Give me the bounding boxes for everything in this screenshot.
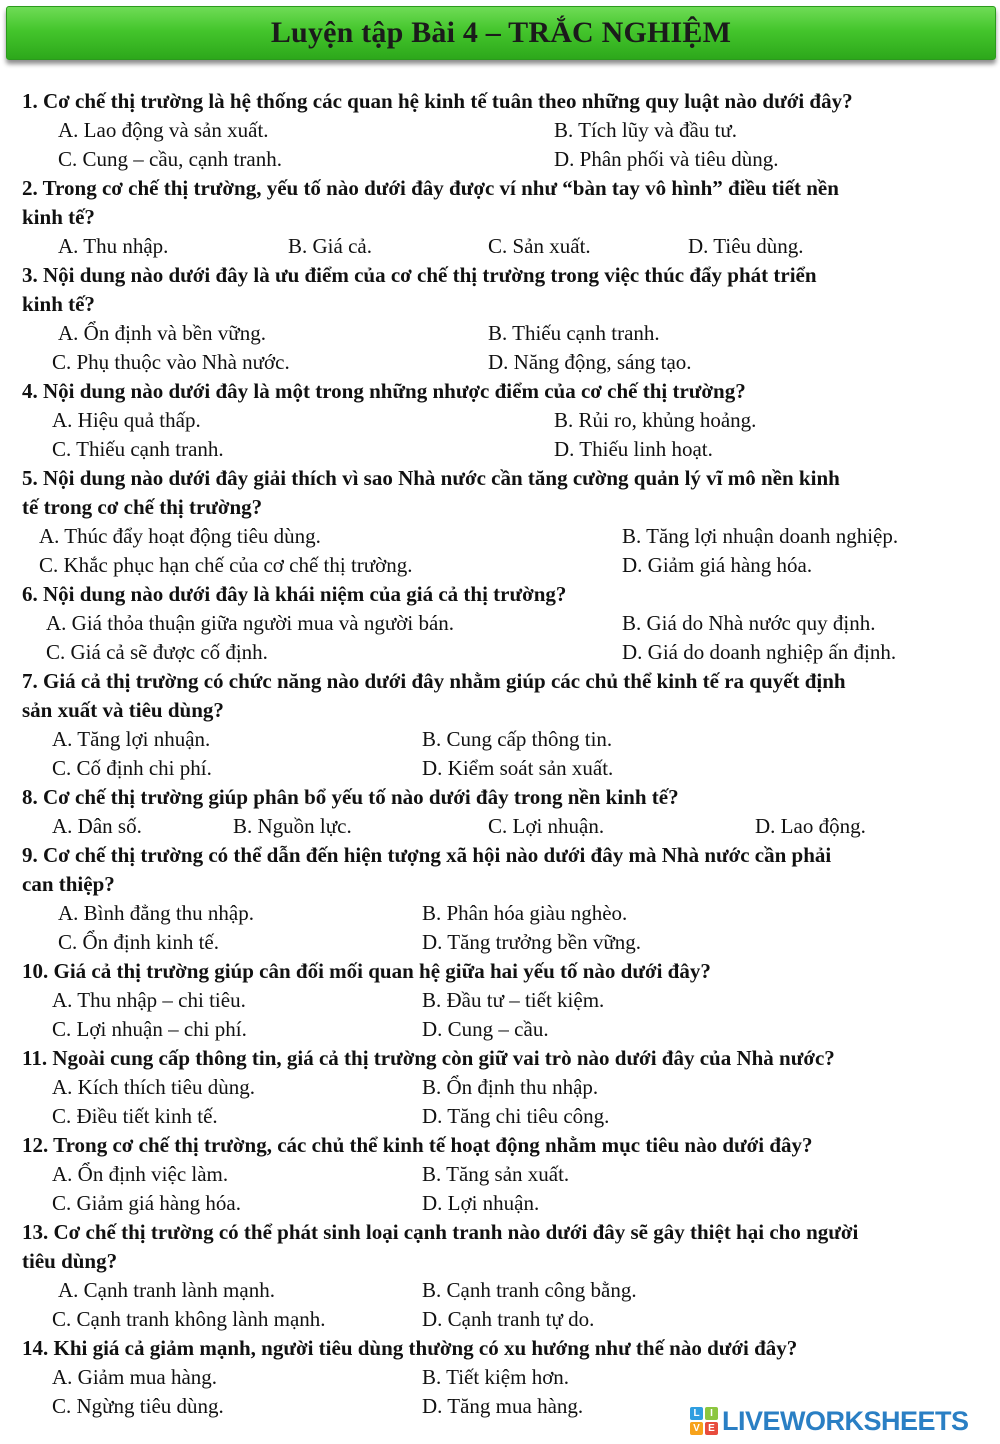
question-stem: 13. Cơ chế thị trường có thể phát sinh loại cạnh tranh nào dưới đây sẽ gây thiệt hại cho người — [22, 1220, 859, 1244]
options-row — [22, 1276, 987, 1305]
answer-option[interactable]: D. Lợi nhuận. — [422, 1191, 540, 1215]
answer-option[interactable]: B. Giá do Nhà nước quy định. — [622, 611, 876, 635]
logo-letter: V — [690, 1422, 703, 1435]
question-stem: sản xuất và tiêu dùng? — [22, 698, 224, 722]
question-stem: 9. Cơ chế thị trường có thể dẫn đến hiện tượng xã hội nào dưới đây mà Nhà nước cần phải — [22, 843, 832, 867]
answer-option[interactable]: A. Thu nhập. — [58, 234, 169, 258]
answer-option[interactable]: C. Lợi nhuận. — [488, 814, 605, 838]
answer-option[interactable]: C. Cung – cầu, cạnh tranh. — [58, 147, 282, 171]
question-stem: 12. Trong cơ chế thị trường, các chủ thể kinh tế hoạt động nhằm mục tiêu nào dưới đây? — [22, 1133, 813, 1157]
title-banner — [6, 6, 996, 60]
answer-option[interactable]: C. Lợi nhuận – chi phí. — [52, 1017, 247, 1041]
answer-option[interactable]: D. Giá do doanh nghiệp ấn định. — [622, 640, 897, 664]
options-row — [22, 725, 987, 754]
options-row — [22, 986, 987, 1015]
liveworksheets-logo[interactable] — [690, 1404, 969, 1438]
answer-option[interactable]: B. Tăng sản xuất. — [422, 1162, 570, 1186]
answer-option[interactable]: D. Tăng mua hàng. — [422, 1394, 584, 1418]
answer-option[interactable]: C. Ổn định kinh tế. — [58, 930, 219, 954]
question-list — [22, 87, 987, 1421]
answer-option[interactable]: C. Phụ thuộc vào Nhà nước. — [52, 350, 290, 374]
question-10 — [22, 957, 987, 1044]
question-stem: 7. Giá cả thị trường có chức năng nào dưới đây nhằm giúp các chủ thể kinh tế ra quyết định — [22, 669, 846, 693]
logo-letter: I — [705, 1407, 718, 1420]
answer-option[interactable]: C. Giá cả sẽ được cố định. — [46, 640, 268, 664]
answer-option[interactable]: D. Năng động, sáng tạo. — [488, 350, 692, 374]
options-row — [22, 348, 987, 377]
answer-option[interactable]: C. Cạnh tranh không lành mạnh. — [52, 1307, 326, 1331]
question-stem: 4. Nội dung nào dưới đây là một trong những nhược điểm của cơ chế thị trường? — [22, 379, 746, 403]
question-stem: kinh tế? — [22, 292, 95, 316]
options-row — [22, 1189, 987, 1218]
answer-option[interactable]: C. Thiếu cạnh tranh. — [52, 437, 224, 461]
options-row — [22, 1305, 987, 1334]
answer-option[interactable]: D. Kiểm soát sản xuất. — [422, 756, 614, 780]
question-12 — [22, 1131, 987, 1218]
answer-option[interactable]: B. Tăng lợi nhuận doanh nghiệp. — [622, 524, 899, 548]
answer-option[interactable]: A. Bình đẳng thu nhập. — [58, 901, 254, 925]
answer-option[interactable]: A. Ổn định và bền vững. — [58, 321, 266, 345]
answer-option[interactable]: D. Cung – cầu. — [422, 1017, 549, 1041]
options-row — [22, 1363, 987, 1392]
answer-option[interactable]: C. Giảm giá hàng hóa. — [52, 1191, 241, 1215]
answer-option[interactable]: A. Kích thích tiêu dùng. — [52, 1075, 255, 1099]
answer-option[interactable]: D. Cạnh tranh tự do. — [422, 1307, 595, 1331]
options-row — [22, 754, 987, 783]
logo-mark-icon — [690, 1407, 718, 1435]
options-row — [22, 928, 987, 957]
question-5 — [22, 464, 987, 580]
question-3 — [22, 261, 987, 377]
question-stem: 14. Khi giá cả giảm mạnh, người tiêu dùng thường có xu hướng như thế nào dưới đây? — [22, 1336, 798, 1360]
question-stem: tế trong cơ chế thị trường? — [22, 495, 263, 519]
options-row — [22, 116, 987, 145]
answer-option[interactable]: C. Cố định chi phí. — [52, 756, 212, 780]
answer-option[interactable]: B. Tiết kiệm hơn. — [422, 1365, 570, 1389]
answer-option[interactable]: B. Nguồn lực. — [233, 814, 352, 838]
question-stem: can thiệp? — [22, 872, 115, 896]
logo-letter: E — [705, 1422, 718, 1435]
answer-option[interactable]: C. Sản xuất. — [488, 234, 591, 258]
answer-option[interactable]: D. Tăng trưởng bền vững. — [422, 930, 641, 954]
options-row — [22, 522, 987, 551]
answer-option[interactable]: C. Khắc phục hạn chế của cơ chế thị trường. — [39, 553, 413, 577]
question-13 — [22, 1218, 987, 1334]
answer-option[interactable]: A. Thúc đẩy hoạt động tiêu dùng. — [39, 524, 321, 548]
question-11 — [22, 1044, 987, 1131]
options-row — [22, 435, 987, 464]
answer-option[interactable]: B. Ổn định thu nhập. — [422, 1075, 599, 1099]
answer-option[interactable]: A. Giảm mua hàng. — [52, 1365, 218, 1389]
answer-option[interactable]: B. Rủi ro, khủng hoảng. — [554, 408, 757, 432]
answer-option[interactable]: C. Điều tiết kinh tế. — [52, 1104, 218, 1128]
question-9 — [22, 841, 987, 957]
answer-option[interactable]: B. Giá cả. — [288, 234, 372, 258]
options-row — [22, 406, 987, 435]
question-stem: kinh tế? — [22, 205, 95, 229]
question-stem: 5. Nội dung nào dưới đây giải thích vì sao Nhà nước cần tăng cường quản lý vĩ mô nền kinh — [22, 466, 840, 490]
answer-option[interactable]: B. Đầu tư – tiết kiệm. — [422, 988, 605, 1012]
options-row — [22, 1160, 987, 1189]
options-row — [22, 319, 987, 348]
options-row — [22, 812, 987, 841]
answer-option[interactable]: B. Cạnh tranh công bằng. — [422, 1278, 637, 1302]
answer-option[interactable]: A. Thu nhập – chi tiêu. — [52, 988, 246, 1012]
question-4 — [22, 377, 987, 464]
answer-option[interactable]: B. Thiếu cạnh tranh. — [488, 321, 660, 345]
question-stem: 3. Nội dung nào dưới đây là ưu điểm của cơ chế thị trường trong việc thúc đẩy phát triển — [22, 263, 817, 287]
options-row — [22, 1102, 987, 1131]
page-title: Luyện tập Bài 4 – TRẮC NGHIỆM — [270, 16, 732, 49]
answer-option[interactable]: D. Thiếu linh hoạt. — [554, 437, 713, 461]
answer-option[interactable]: A. Tăng lợi nhuận. — [52, 727, 211, 751]
answer-option[interactable]: A. Hiệu quả thấp. — [52, 408, 201, 432]
question-stem: 10. Giá cả thị trường giúp cân đối mối quan hệ giữa hai yếu tố nào dưới đây? — [22, 959, 711, 983]
question-stem: tiêu dùng? — [22, 1249, 118, 1273]
answer-option[interactable]: A. Giá thỏa thuận giữa người mua và người bán. — [46, 611, 455, 635]
answer-option[interactable]: B. Cung cấp thông tin. — [422, 727, 613, 751]
options-row — [22, 609, 987, 638]
options-row — [22, 145, 987, 174]
answer-option[interactable]: A. Lao động và sản xuất. — [58, 118, 269, 142]
answer-option[interactable]: A. Dân số. — [52, 814, 142, 838]
question-stem: 8. Cơ chế thị trường giúp phân bổ yếu tố nào dưới đây trong nền kinh tế? — [22, 785, 679, 809]
answer-option[interactable]: A. Cạnh tranh lành mạnh. — [58, 1278, 275, 1302]
question-1 — [22, 87, 987, 174]
options-row — [22, 1073, 987, 1102]
question-6 — [22, 580, 987, 667]
question-2 — [22, 174, 987, 261]
answer-option[interactable]: B. Tích lũy và đầu tư. — [554, 118, 738, 142]
question-stem: 2. Trong cơ chế thị trường, yếu tố nào dưới đây được ví như “bàn tay vô hình” điều tiết nền — [22, 176, 839, 200]
logo-letter: L — [690, 1407, 703, 1420]
question-stem: 6. Nội dung nào dưới đây là khái niệm của giá cả thị trường? — [22, 582, 567, 606]
answer-option[interactable]: D. Phân phối và tiêu dùng. — [554, 147, 779, 171]
question-stem: 1. Cơ chế thị trường là hệ thống các quan hệ kinh tế tuân theo những quy luật nào dưới đây? — [22, 89, 853, 113]
question-8 — [22, 783, 987, 841]
logo-text: LIVEWORKSHEETS — [722, 1405, 969, 1436]
options-row — [22, 232, 987, 261]
options-row — [22, 551, 987, 580]
answer-option[interactable]: D. Tăng chi tiêu công. — [422, 1104, 610, 1128]
options-row — [22, 638, 987, 667]
options-row — [22, 899, 987, 928]
question-stem: 11. Ngoài cung cấp thông tin, giá cả thị trường còn giữ vai trò nào dưới đây của Nhà nước? — [22, 1046, 835, 1070]
answer-option[interactable]: A. Ổn định việc làm. — [52, 1162, 229, 1186]
question-7 — [22, 667, 987, 783]
answer-option[interactable]: B. Phân hóa giàu nghèo. — [422, 901, 628, 925]
answer-option[interactable]: D. Lao động. — [755, 814, 866, 838]
answer-option[interactable]: C. Ngừng tiêu dùng. — [52, 1394, 224, 1418]
options-row — [22, 1015, 987, 1044]
answer-option[interactable]: D. Tiêu dùng. — [688, 234, 804, 258]
answer-option[interactable]: D. Giảm giá hàng hóa. — [622, 553, 813, 577]
